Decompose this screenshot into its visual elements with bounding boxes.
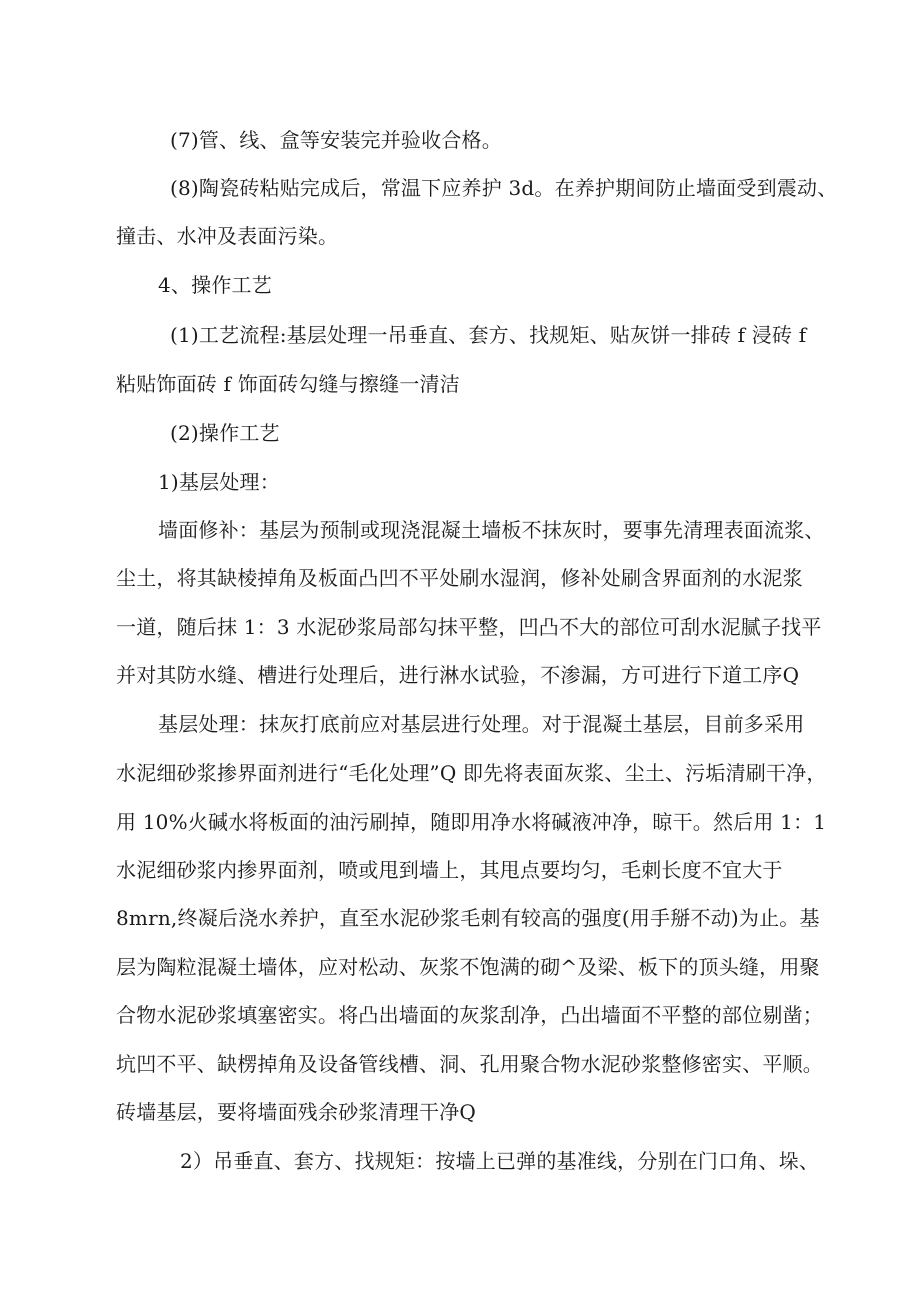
text-line-process-flow: (1)工艺流程:基层处理一吊垂直、套方、找规矩、贴灰饼一排砖 f 浸砖 f [170, 323, 807, 347]
text-line-base-treatment-7: 合物水泥砂浆填塞密实。将凸出墙面的灰浆刮净，凸出墙面不平整的部位剔凿； [116, 1003, 823, 1027]
text-line-wall-repair: 墙面修补：基层为预制或现浇混凝土墙板不抹灰时，要事先清理表面流浆、 [158, 518, 825, 542]
text-line-base-treatment-8: 坑凹不平、缺楞掉角及设备管线槽、洞、孔用聚合物水泥砂浆整修密实、平顺。 [116, 1052, 823, 1076]
text-line-base-treatment: 基层处理：抹灰打底前应对基层进行处理。对于混凝土基层，目前多采用 [158, 712, 805, 736]
text-line-wall-repair-3: 一道，随后抹 1：3 水泥砂浆局部勾抹平整，凹凸不大的部位可刮水泥腻子找平 [116, 615, 822, 639]
section-heading-operation: 4、操作工艺 [158, 273, 272, 297]
text-line-item8: (8)陶瓷砖粘贴完成后，常温下应养护 3d。在养护期间防止墙面受到震动、 [170, 176, 838, 200]
text-line-plumb-square: 2）吊垂直、套方、找规矩：按墙上已弹的基准线，分别在门口角、垛、 [180, 1149, 820, 1173]
text-line-base-treatment-3: 用 10%火碱水将板面的油污刷掉，随即用净水将碱液冲净，晾干。然后用 1：1 [116, 810, 827, 834]
text-line-base-treatment-9: 砖墙基层，要将墙面残余砂浆清理干净Q [116, 1100, 476, 1124]
text-line-base-treatment-2: 水泥细砂浆掺界面剂进行“毛化处理”Q 即先将表面灰浆、尘土、污垢清刷干净， [116, 761, 827, 785]
text-line-wall-repair-2: 尘土，将其缺棱掉角及板面凸凹不平处刷水湿润，修补处刷含界面剂的水泥浆 [116, 566, 803, 590]
text-line-item7: (7)管、线、盒等安装完并验收合格。 [170, 128, 502, 152]
text-line-wall-repair-4: 并对其防水缝、槽进行处理后，进行淋水试验，不渗漏，方可进行下道工序Q [116, 663, 800, 687]
subheading-operation-process: (2)操作工艺 [170, 421, 280, 445]
text-line-base-treatment-6: 层为陶粒混凝土墙体，应对松动、灰浆不饱满的砌^及梁、板下的顶头缝，用聚 [116, 955, 820, 979]
text-line-item8-cont: 撞击、水冲及表面污染。 [116, 224, 339, 248]
text-line-process-flow-cont: 粘贴饰面砖 f 饰面砖勾缝与擦缝一清洁 [116, 372, 460, 396]
text-line-base-treatment-5: 8mrn,终凝后浇水养护，直至水泥砂浆毛刺有较高的强度(用手掰不动)为止。基 [116, 906, 820, 930]
subheading-base-treatment: 1)基层处理： [158, 470, 280, 494]
text-line-base-treatment-4: 水泥细砂浆内掺界面剂，喷或甩到墙上，其甩点要均匀，毛刺长度不宜大于 [116, 858, 783, 882]
